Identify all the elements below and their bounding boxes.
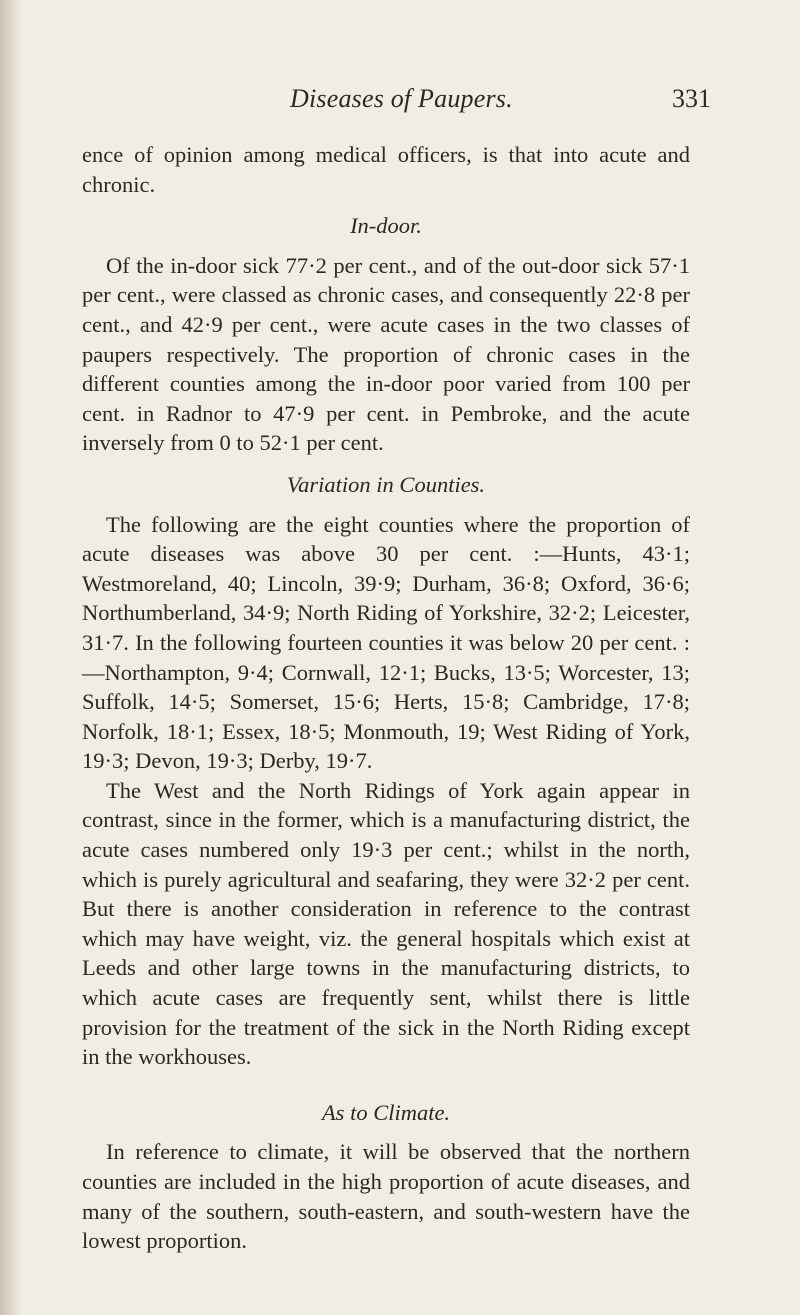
body-text <box>82 140 690 1256</box>
paragraph-climate: In reference to climate, it will be observed that the northern counties are included in the high proportion of acute diseases, and many of the southern, south-eastern, and south-western have the lowest proportion. <box>82 1139 690 1254</box>
page-number: 331 <box>672 84 711 113</box>
section-heading-in-door: In-door. <box>350 213 422 239</box>
paragraph-ridings-contrast: The West and the North Ridings of York again appear in contrast, since in the former, which is a manufacturing district, the acute cases numbered only 19·3 per cent.; whilst in the north, which is purely agricultural and seafaring, they were 32·2 per cent. But there is another consideration in reference to the contrast which may have weight, viz. the general hospitals which exist at Leeds and other large towns in the manufacturing districts, to which acute cases are frequently sent, whilst there is little provision for the treatment of the sick in the North Riding except in the workhouses. <box>82 777 690 1070</box>
running-header <box>0 84 800 124</box>
paragraph-counties-list: The following are the eight counties where the proportion of acute diseases was above 30 per cent. :—Hunts, 43·1; Westmoreland, 40; Lincoln, 39·9; Durham, 36·8; Oxford, 36·6; Northumberland, 34·9; North Riding of Yorkshire, 32·2; Leicester, 31·7. In the following fourteen counties it was below 20 per cent. :—Northampton, 9·4; Cornwall, 12·1; Bucks, 13·5; Worcester, 13; Suffolk, 14·5; Somerset, 15·6; Herts, 15·8; Cambridge, 17·8; Norfolk, 18·1; Essex, 18·5; Monmouth, 19; West Riding of York, 19·3; Devon, 19·3; Derby, 19·7. <box>82 511 690 774</box>
paragraph-continuation: ence of opinion among medical officers, is that into acute and chronic. <box>82 142 690 197</box>
page-edge-shadow <box>0 0 22 1315</box>
section-heading-as-to-climate: As to Climate. <box>321 1099 451 1125</box>
section-heading-variation-in-counties: Variation in Counties. <box>286 471 486 497</box>
paragraph-in-door: Of the in-door sick 77·2 per cent., and of the out-door sick 57·1 per cent., were classed as chronic cases, and consequently 22·8 per cent., and 42·9 per cent., were acute cases in the two classes of paupers respectively. The proportion of chronic cases in the different counties among the in-door poor varied from 100 per cent. in Radnor to 47·9 per cent. in Pembroke, and the acute inversely from 0 to 52·1 per cent. <box>82 252 690 456</box>
running-title: Diseases of Paupers. <box>290 84 513 113</box>
